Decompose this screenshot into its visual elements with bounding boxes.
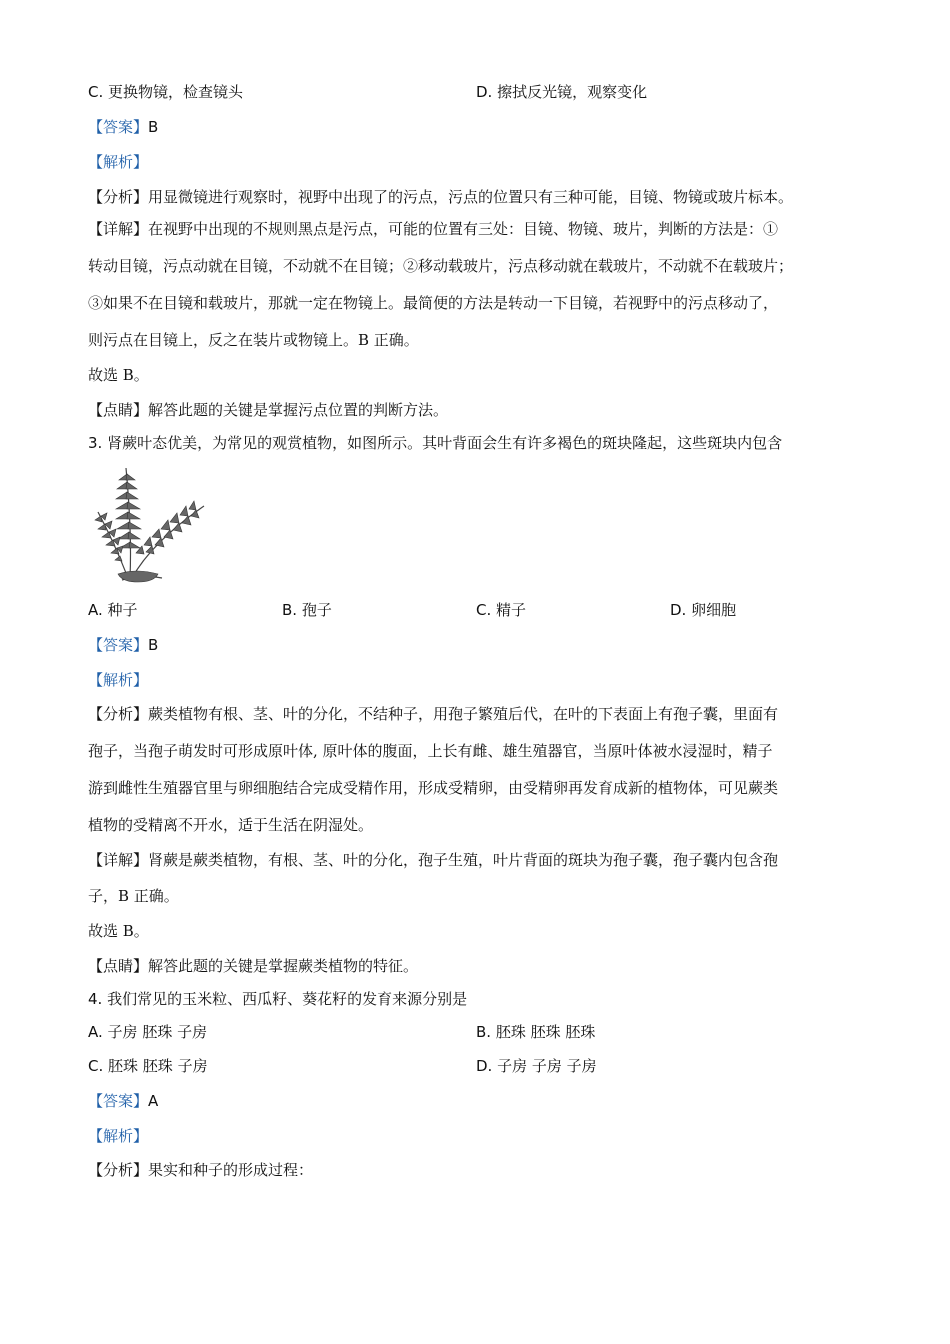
q4-fenxi (88, 1159, 313, 1180)
q3-jiexi (88, 669, 148, 690)
q2-option-d (476, 81, 647, 102)
q3-xiangjie-line1 (88, 849, 778, 870)
answer-tag: 【答案】 (88, 1092, 149, 1110)
q4-option-c (88, 1055, 208, 1076)
dianjing-text: 解答此题的关键是掌握蕨类植物的特征。 (148, 957, 419, 975)
option-letter: A. (88, 1023, 103, 1041)
fenxi-tag: 【分析】 (88, 188, 149, 206)
q3-xiangjie-line2: 子，B 正确。 (88, 887, 179, 905)
q2-xiangjie-line3: ③如果不在目镜和载玻片，那就一定在物镜上。最简便的方法是转动一下目镜，若视野中的污点移动了， (88, 294, 779, 312)
q2-dianjing (88, 399, 448, 420)
option-letter: D. (670, 601, 687, 619)
q3-fenxi-line4: 植物的受精离不开水，适于生活在阴湿处。 (88, 816, 374, 834)
jiexi-tag: 【解析】 (88, 671, 149, 689)
option-text: 擦拭反光镜，观察变化 (497, 83, 648, 101)
q3-fenxi-line2: 孢子，当孢子萌发时可形成原叶体, 原叶体的腹面，上长有雌、雄生殖器官，当原叶体被水浸湿时，精子 (88, 742, 773, 760)
fenxi-tag: 【分析】 (88, 705, 149, 723)
q3-guxuan: 故选 B。 (88, 922, 149, 940)
q3-stem (88, 432, 782, 453)
xiangjie-tag: 【详解】 (88, 220, 149, 238)
option-text: 种子 (107, 601, 138, 619)
option-letter: C. (88, 83, 104, 101)
option-letter: C. (88, 1057, 104, 1075)
option-letter: D. (476, 1057, 493, 1075)
q4-answer (88, 1090, 158, 1111)
question-text: 肾蕨叶态优美，为常见的观赏植物，如图所示。其叶背面会生有许多褐色的斑块隆起，这些斑块内包含 (107, 434, 783, 452)
option-letter: B. (282, 601, 298, 619)
jiexi-tag: 【解析】 (88, 1127, 149, 1145)
q3-option-a (88, 599, 138, 620)
question-number: 4. (88, 990, 103, 1008)
q3-answer (88, 634, 158, 655)
option-text: 精子 (496, 601, 527, 619)
dianjing-tag: 【点睛】 (88, 957, 149, 975)
option-letter: D. (476, 83, 493, 101)
q4-option-d (476, 1055, 597, 1076)
answer-tag: 【答案】 (88, 636, 149, 654)
question-number: 3. (88, 434, 103, 452)
option-text: 更换物镜，检查镜头 (108, 83, 244, 101)
option-text: 子房 子房 子房 (497, 1057, 597, 1075)
xiangjie-text: 在视野中出现的不规则黑点是污点，可能的位置有三处：目镜、物镜、玻片，判断的方法是：① (148, 220, 779, 238)
q3-option-d (670, 599, 736, 620)
dianjing-text: 解答此题的关键是掌握污点位置的判断方法。 (148, 401, 449, 419)
option-text: 子房 胚珠 子房 (107, 1023, 208, 1041)
q2-xiangjie-line4: 则污点在目镜上，反之在装片或物镜上。B 正确。 (88, 331, 419, 349)
answer-value: B (148, 636, 159, 654)
fenxi-text: 果实和种子的形成过程： (148, 1161, 314, 1179)
q2-xiangjie-line1 (88, 218, 778, 239)
xiangjie-tag: 【详解】 (88, 851, 149, 869)
option-letter: A. (88, 601, 103, 619)
q3-option-c (476, 599, 526, 620)
q3-option-b (282, 599, 332, 620)
option-text: 卵细胞 (691, 601, 737, 619)
dianjing-tag: 【点睛】 (88, 401, 149, 419)
fenxi-tag: 【分析】 (88, 1161, 149, 1179)
fenxi-text: 蕨类植物有根、茎、叶的分化，不结种子，用孢子繁殖后代，在叶的下表面上有孢子囊，里面有 (148, 705, 779, 723)
q4-option-b (476, 1021, 595, 1042)
option-letter: C. (476, 601, 492, 619)
q3-dianjing (88, 955, 418, 976)
option-text: 胚珠 胚珠 子房 (108, 1057, 208, 1075)
q2-fenxi (88, 186, 793, 207)
question-text: 我们常见的玉米粒、西瓜籽、葵花籽的发育来源分别是 (107, 990, 468, 1008)
jiexi-tag: 【解析】 (88, 153, 149, 171)
option-text: 孢子 (301, 601, 332, 619)
option-letter: B. (476, 1023, 492, 1041)
q2-jiexi (88, 151, 148, 172)
q3-fenxi-line1 (88, 703, 778, 724)
fenxi-text: 用显微镜进行观察时，视野中出现了的污点，污点的位置只有三种可能，目镜、物镜或玻片标本。 (148, 188, 794, 206)
answer-value: B (148, 118, 159, 136)
q2-answer (88, 116, 158, 137)
answer-value: A (148, 1092, 159, 1110)
q2-option-c (88, 81, 243, 102)
q2-xiangjie-line2: 转动目镜，污点动就在目镜，不动就不在目镜；②移动载玻片，污点移动就在载玻片，不动就不在载玻片； (88, 257, 794, 275)
q4-option-a (88, 1021, 207, 1042)
q3-fenxi-line3: 游到雌性生殖器官里与卵细胞结合完成受精作用，形成受精卵，由受精卵再发育成新的植物体，可见蕨类 (88, 779, 779, 797)
answer-tag: 【答案】 (88, 118, 149, 136)
q4-jiexi (88, 1125, 148, 1146)
xiangjie-text: 肾蕨是蕨类植物，有根、茎、叶的分化，孢子生殖，叶片背面的斑块为孢子囊，孢子囊内包含孢 (148, 851, 779, 869)
q4-stem (88, 988, 467, 1009)
fern-illustration-icon (92, 462, 214, 586)
q2-guxuan: 故选 B。 (88, 366, 149, 384)
option-text: 胚珠 胚珠 胚珠 (495, 1023, 596, 1041)
